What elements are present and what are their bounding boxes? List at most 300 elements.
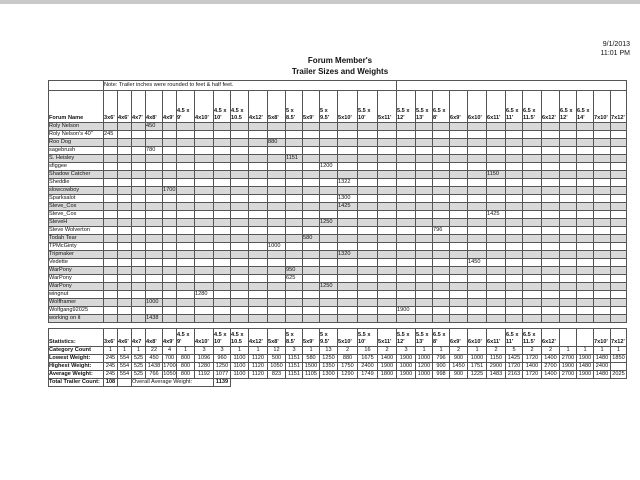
weight-cell	[231, 123, 249, 131]
scan-top-edge	[0, 0, 640, 4]
weight-cell	[487, 251, 506, 259]
stats-value-cell: 766	[146, 371, 163, 379]
weight-cell	[594, 203, 611, 211]
weight-cell	[338, 275, 358, 283]
weight-cell	[195, 211, 214, 219]
weight-cell	[611, 155, 627, 163]
stats-value-cell: 1900	[560, 363, 577, 371]
weight-cell	[249, 211, 268, 219]
stats-value-cell: 1480	[594, 371, 611, 379]
weight-cell	[163, 235, 177, 243]
weight-cell	[249, 203, 268, 211]
weight-cell	[104, 291, 118, 299]
stats-value-cell: 3	[397, 347, 416, 355]
weight-cell	[132, 179, 146, 187]
stats-value-cell: 1900	[397, 355, 416, 363]
weight-cell	[214, 187, 231, 195]
weight-cell	[338, 155, 358, 163]
weight-cell	[450, 139, 468, 147]
weight-cell	[286, 291, 303, 299]
weight-cell	[146, 259, 163, 267]
weight-cell	[177, 187, 195, 195]
weight-cell	[611, 195, 627, 203]
stats-value-cell: 1850	[612, 355, 625, 361]
weight-cell	[506, 259, 523, 267]
weight-cell	[177, 179, 195, 187]
table-row	[49, 243, 627, 251]
weight-cell	[320, 235, 338, 243]
weight-cell	[577, 243, 594, 251]
weight-cell	[594, 283, 611, 291]
weight-cell	[450, 315, 468, 323]
stats-value-cell: 1096	[195, 355, 214, 363]
stats-value-cell: 1	[560, 347, 577, 355]
weight-cell	[249, 299, 268, 307]
weight-cell	[506, 283, 523, 291]
stats-value-cell: 525	[132, 371, 146, 379]
stats-value-cell: 580	[303, 355, 320, 363]
stats-value-cell: 1450	[450, 363, 468, 371]
weight-cell	[542, 267, 560, 275]
stats-value-cell: 700	[163, 355, 177, 363]
weight-cell	[132, 251, 146, 259]
weight-cell	[163, 299, 177, 307]
weight-cell	[214, 283, 231, 291]
weight-cell	[132, 203, 146, 211]
weight-cell	[378, 291, 397, 299]
weight-cell	[542, 155, 560, 163]
weight-cell	[358, 163, 378, 171]
stats-value-cell: 1438	[146, 363, 163, 371]
weight-cell	[358, 235, 378, 243]
weight-cell	[177, 291, 195, 299]
weight-cell	[416, 139, 433, 147]
weight-cell	[338, 227, 358, 235]
weight-cell	[506, 123, 523, 131]
weight-cell	[286, 139, 303, 147]
table-row	[49, 123, 627, 131]
weight-cell	[506, 315, 523, 323]
weight-cell	[542, 307, 560, 315]
weight-cell	[249, 163, 268, 171]
weight-cell	[146, 139, 163, 147]
stats-value-cell: 800	[177, 363, 195, 371]
weight-cell	[397, 235, 416, 243]
weight-cell	[577, 235, 594, 243]
stats-value-cell: 2400	[358, 363, 378, 371]
stats-column-header: 6x9'	[450, 329, 468, 347]
forum-name-cell: working on it	[49, 315, 104, 323]
stats-value-cell: 2	[542, 347, 560, 355]
stats-row	[49, 347, 627, 355]
forum-name-cell: S. Heisley	[49, 155, 104, 163]
weight-cell	[231, 307, 249, 315]
column-header: 5 x 8.5'	[286, 91, 303, 123]
column-header: 5.5 x 10'	[358, 91, 378, 123]
weight-cell	[523, 307, 542, 315]
weight-cell	[450, 299, 468, 307]
stats-value-cell: 1	[177, 347, 195, 355]
weight-cell	[177, 235, 195, 243]
weight-cell	[214, 315, 231, 323]
column-header: 4x7'	[132, 91, 146, 123]
stats-value-cell: 1290	[338, 371, 358, 379]
weight-cell	[611, 163, 627, 171]
weight-cell	[577, 299, 594, 307]
weight-cell: 796	[433, 227, 450, 235]
weight-cell	[132, 283, 146, 291]
weight-cell	[506, 251, 523, 259]
weight-cell	[468, 211, 487, 219]
weight-cell	[303, 251, 320, 259]
stats-value-cell: 2700	[542, 363, 560, 371]
stats-value-cell	[611, 363, 627, 371]
stats-value-cell: 1200	[416, 363, 433, 371]
weight-cell	[195, 123, 214, 131]
weight-cell	[506, 299, 523, 307]
weight-cell	[523, 219, 542, 227]
weight-cell	[611, 123, 627, 131]
weight-cell	[378, 219, 397, 227]
weight-cell	[577, 131, 594, 139]
weight-cell	[468, 291, 487, 299]
column-header: 5.5 x 12'	[397, 91, 416, 123]
weight-cell	[560, 267, 577, 275]
weight-cell	[249, 171, 268, 179]
stats-value-cell: 245	[104, 363, 118, 371]
weight-cell	[506, 155, 523, 163]
weight-cell	[118, 275, 132, 283]
weight-cell	[249, 259, 268, 267]
weight-cell	[303, 267, 320, 275]
weight-cell	[231, 315, 249, 323]
stats-value-cell: 5	[506, 347, 523, 355]
weight-cell	[268, 219, 286, 227]
weight-cell	[286, 179, 303, 187]
weight-cell	[286, 299, 303, 307]
weight-cell	[450, 275, 468, 283]
weight-cell	[433, 283, 450, 291]
weight-cell	[450, 179, 468, 187]
weight-cell	[163, 203, 177, 211]
weight-cell	[358, 203, 378, 211]
weight-cell	[433, 299, 450, 307]
weight-cell	[542, 299, 560, 307]
weight-cell	[195, 163, 214, 171]
table-row	[49, 219, 627, 227]
weight-cell	[177, 307, 195, 315]
weight-cell	[358, 211, 378, 219]
weight-cell	[433, 267, 450, 275]
weight-cell	[577, 163, 594, 171]
weight-cell	[506, 163, 523, 171]
weight-cell	[132, 243, 146, 251]
stats-column-header: 4x8'	[146, 329, 163, 347]
weight-cell	[506, 195, 523, 203]
weight-cell	[523, 299, 542, 307]
stats-column-header: 5.5 x 12'	[397, 329, 416, 347]
weight-cell	[397, 139, 416, 147]
weight-cell	[542, 283, 560, 291]
weight-cell	[594, 139, 611, 147]
weight-cell	[195, 243, 214, 251]
column-header: 7x12'	[611, 91, 627, 123]
weight-cell	[177, 123, 195, 131]
stats-value-cell: 3	[286, 347, 303, 355]
forum-name-cell: Tripmaker	[49, 251, 104, 259]
stats-value-cell: 12	[268, 347, 286, 355]
weight-cell	[286, 163, 303, 171]
stats-value-cell: 1675	[358, 355, 378, 363]
stats-label-cell: Average Weight:	[49, 371, 104, 379]
weight-cell	[320, 155, 338, 163]
weight-cell	[542, 163, 560, 171]
weight-cell	[286, 227, 303, 235]
weight-cell	[118, 179, 132, 187]
weight-cell	[104, 235, 118, 243]
weight-cell	[163, 123, 177, 131]
weight-cell	[523, 315, 542, 323]
stats-value-cell: 1225	[468, 371, 487, 379]
weight-cell	[214, 267, 231, 275]
weight-cell	[195, 179, 214, 187]
weight-cell	[163, 275, 177, 283]
weight-cell	[358, 219, 378, 227]
weight-cell	[118, 123, 132, 131]
weight-cell	[416, 275, 433, 283]
weight-cell	[594, 171, 611, 179]
weight-cell	[338, 211, 358, 219]
weight-cell	[577, 315, 594, 323]
stats-value-cell: 2	[487, 347, 506, 355]
weight-cell	[146, 203, 163, 211]
statistics-label: Statistics:	[49, 329, 104, 347]
weight-cell	[450, 227, 468, 235]
column-header: 5x11'	[378, 91, 397, 123]
weight-cell	[358, 243, 378, 251]
stats-value-cell: 800	[177, 371, 195, 379]
weight-cell	[523, 123, 542, 131]
weight-cell	[249, 251, 268, 259]
weight-cell	[214, 251, 231, 259]
stats-value-cell: 1280	[195, 363, 214, 371]
weight-cell	[286, 243, 303, 251]
weight-cell	[542, 291, 560, 299]
weight-cell	[146, 179, 163, 187]
weight-cell	[249, 283, 268, 291]
weight-cell	[594, 211, 611, 219]
stats-value-cell: 900	[450, 371, 468, 379]
column-header: 5x8'	[268, 91, 286, 123]
weight-cell	[506, 131, 523, 139]
weight-cell	[542, 235, 560, 243]
weight-cell	[416, 243, 433, 251]
weight-cell	[577, 219, 594, 227]
weight-cell	[132, 307, 146, 315]
stats-value-cell: 1	[594, 347, 611, 355]
weight-cell	[358, 307, 378, 315]
weight-cell	[118, 267, 132, 275]
weight-cell	[468, 275, 487, 283]
weight-cell	[358, 139, 378, 147]
weight-cell	[416, 155, 433, 163]
weight-cell: 245	[104, 131, 118, 139]
weight-cell	[450, 291, 468, 299]
weight-cell	[104, 147, 118, 155]
weight-cell	[416, 187, 433, 195]
weight-cell	[358, 227, 378, 235]
weight-cell	[577, 275, 594, 283]
weight-cell	[560, 219, 577, 227]
weight-cell	[560, 259, 577, 267]
weight-cell	[416, 299, 433, 307]
weight-cell: 1300	[338, 195, 358, 203]
weight-cell	[118, 147, 132, 155]
weight-cell	[542, 187, 560, 195]
stats-value-cell: 2	[338, 347, 358, 355]
weight-cell	[487, 291, 506, 299]
stats-column-header: 5.5 x 13'	[416, 329, 433, 347]
table-row	[49, 227, 627, 235]
stats-value-cell: 1900	[577, 355, 594, 363]
weight-cell	[560, 187, 577, 195]
weight-cell	[468, 315, 487, 323]
weight-cell	[338, 291, 358, 299]
weight-cell	[249, 219, 268, 227]
weight-cell	[506, 147, 523, 155]
column-header: 3x6'	[104, 91, 118, 123]
forum-name-cell: Todah Tear	[49, 235, 104, 243]
weight-cell	[146, 227, 163, 235]
weight-cell	[594, 155, 611, 163]
weight-cell	[195, 259, 214, 267]
table-row	[49, 291, 627, 299]
stats-value-cell: 900	[450, 355, 468, 363]
stats-value-cell: 2	[450, 347, 468, 355]
weight-cell	[163, 283, 177, 291]
table-row	[49, 259, 627, 267]
weight-cell	[523, 187, 542, 195]
weight-cell	[231, 251, 249, 259]
weight-cell	[268, 307, 286, 315]
weight-cell: 1250	[320, 219, 338, 227]
stats-value-cell: 1150	[487, 355, 506, 363]
weight-cell	[303, 291, 320, 299]
weight-cell	[560, 203, 577, 211]
weight-cell	[416, 307, 433, 315]
table-row	[49, 267, 627, 275]
stats-value-cell: 796	[433, 355, 450, 363]
weight-cell	[268, 211, 286, 219]
title-line-2: Trailer Sizes and Weights	[291, 67, 389, 76]
weight-cell	[132, 171, 146, 179]
weight-cell	[611, 227, 627, 235]
weight-cell	[523, 227, 542, 235]
weight-cell	[358, 267, 378, 275]
weight-cell	[249, 275, 268, 283]
stats-value-cell: 500	[268, 355, 286, 363]
weight-cell	[132, 291, 146, 299]
weight-cell	[416, 235, 433, 243]
stats-value-cell: 554	[118, 371, 132, 379]
weight-cell	[320, 123, 338, 131]
weight-cell	[132, 299, 146, 307]
weight-cell	[378, 283, 397, 291]
weight-cell	[487, 195, 506, 203]
weight-cell	[560, 147, 577, 155]
weight-cell	[214, 219, 231, 227]
weight-cell	[611, 291, 627, 299]
weight-cell	[249, 243, 268, 251]
weight-cell	[104, 187, 118, 195]
weight-cell	[214, 299, 231, 307]
weight-cell	[320, 267, 338, 275]
stats-value-cell: 1100	[231, 371, 249, 379]
weight-cell	[450, 147, 468, 155]
weight-cell	[433, 171, 450, 179]
weight-cell	[104, 139, 118, 147]
stats-value-cell: 1250	[320, 355, 338, 363]
weight-cell	[286, 283, 303, 291]
stats-value-cell: 1120	[249, 371, 268, 379]
weight-cell	[397, 187, 416, 195]
weight-cell	[177, 171, 195, 179]
weight-cell	[177, 299, 195, 307]
weight-cell	[195, 147, 214, 155]
forum-name-cell: wingnut	[49, 291, 104, 299]
weight-cell	[611, 315, 627, 323]
table-row	[49, 275, 627, 283]
stats-value-cell: 1720	[523, 371, 542, 379]
weight-cell	[450, 267, 468, 275]
weight-cell	[118, 235, 132, 243]
stats-column-header: 6.5 x 11'	[506, 329, 523, 347]
weight-cell	[611, 275, 627, 283]
stats-value-cell: 1400	[523, 363, 542, 371]
weight-cell	[416, 123, 433, 131]
weight-cell	[468, 299, 487, 307]
weight-cell: 1320	[338, 251, 358, 259]
weight-cell	[146, 283, 163, 291]
weight-cell	[286, 171, 303, 179]
column-header: 6.5 x 14'	[577, 91, 594, 123]
stats-value-cell: 900	[433, 363, 450, 371]
weight-cell	[104, 203, 118, 211]
stats-value-cell: 1	[231, 347, 249, 355]
forum-name-cell: Steve Wolverton	[49, 227, 104, 235]
weight-cell	[118, 171, 132, 179]
weight-cell	[397, 171, 416, 179]
weight-cell	[104, 259, 118, 267]
weight-cell: 1151	[286, 155, 303, 163]
weight-cell	[177, 251, 195, 259]
weight-cell	[338, 123, 358, 131]
weight-cell	[611, 139, 627, 147]
weight-cell	[195, 131, 214, 139]
weight-cell	[214, 179, 231, 187]
table-row	[49, 155, 627, 163]
note-cell: Note: Trailer inches were rounded to feet & half feet.	[104, 81, 397, 91]
weight-cell	[268, 195, 286, 203]
table-row	[49, 203, 627, 211]
weight-cell	[268, 291, 286, 299]
weight-cell	[397, 227, 416, 235]
weight-cell: 1200	[320, 163, 338, 171]
weight-cell	[487, 163, 506, 171]
weight-cell	[286, 195, 303, 203]
forum-name-cell: slowcowboy	[49, 187, 104, 195]
weight-cell	[523, 291, 542, 299]
